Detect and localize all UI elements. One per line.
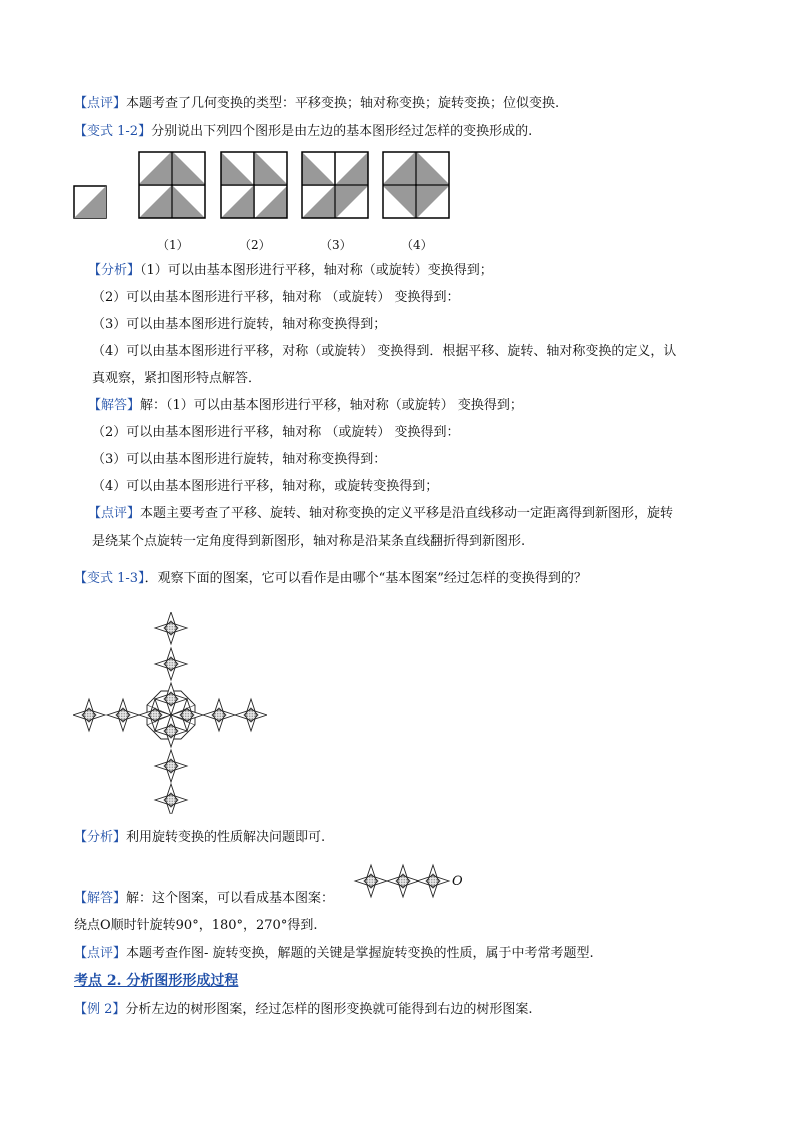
basic-star-pattern <box>353 856 457 904</box>
figure-label-1: （1） <box>157 238 189 252</box>
figure-label-3: （3） <box>320 238 352 252</box>
example-2-text: 分析左边的树形图案，经过怎样的图形变换就可能得到右边的树形图案. <box>125 1002 533 1017</box>
answer-line-4: （4）可以由基本图形进行平移，轴对称，或旋转变换得到； <box>92 479 439 494</box>
answer-2-text: 解：这个图案，可以看成基本图案： <box>126 891 335 906</box>
analysis-line-3: （3）可以由基本图形进行旋转，轴对称变换得到； <box>92 317 387 332</box>
analysis-tag: 【分析】 <box>88 263 141 278</box>
comment-3 <box>74 945 594 963</box>
answer-line-2: （2）可以由基本图形进行平移，轴对称 （或旋转） 变换得到： <box>92 425 460 440</box>
answer-line-3: （3）可以由基本图形进行旋转，轴对称变换得到： <box>92 452 387 467</box>
comment-text: 本题考查了几何变换的类型：平移变换；轴对称变换；旋转变换；位似变换. <box>126 96 560 111</box>
comment-1 <box>74 95 559 113</box>
comment-tag: 【点评】 <box>74 96 127 111</box>
analysis-2-text: 利用旋转变换的性质解决问题即可. <box>126 830 326 845</box>
figure-1 <box>138 151 206 219</box>
comment-3-text: 本题考查作图- 旋转变换，解题的关键是掌握旋转变换的性质，属于中考常考题型. <box>126 946 594 961</box>
comment-2-tag: 【点评】 <box>88 506 141 521</box>
example-2 <box>74 1001 533 1019</box>
analysis-text: （1）可以由基本图形进行平移，轴对称（或旋转）变换得到； <box>140 263 493 278</box>
comment-3-tag: 【点评】 <box>74 946 127 961</box>
answer-2 <box>74 890 334 908</box>
figure-4 <box>382 151 450 219</box>
comment-2-text: 本题主要考查了平移、旋转、轴对称变换的定义平移是沿直线移动一定距离得到新图形，旋转 <box>140 506 674 521</box>
answer-2-continuation: 绕点O顺时针旋转90°，180°，270°得到. <box>74 918 318 933</box>
answer-2-tag: 【解答】 <box>74 891 127 906</box>
comment-2-line-2: 是绕某个点旋转一定角度得到新图形，轴对称是沿某条直线翻折得到新图形. <box>92 534 526 549</box>
comment-2-line-1 <box>88 505 673 523</box>
figure-label-2: （2） <box>239 238 271 252</box>
analysis-line-4: （4）可以由基本图形进行平移，对称（或旋转） 变换得到．根据平移、旋转、轴对称变换的定义，认 <box>92 344 677 359</box>
point-o-label: O <box>452 874 463 889</box>
variant-1-3 <box>74 570 587 588</box>
figure-label-4: （4） <box>401 238 433 252</box>
variant-1-3-text: ．观察下面的图案，它可以看作是由哪个“基本图案”经过怎样的变换得到的？ <box>144 571 587 586</box>
analysis-2 <box>74 829 325 847</box>
example-2-tag: 【例 2】 <box>74 1002 126 1017</box>
analysis-line-1 <box>88 262 493 280</box>
figure-2 <box>220 151 288 219</box>
analysis-line-5: 真观察，紧扣图形特点解答． <box>92 371 262 386</box>
variant-tag: 【变式 1-2】 <box>74 124 152 139</box>
figure-3 <box>301 151 369 219</box>
section-heading: 考点 2. 分析图形形成过程 <box>74 973 239 989</box>
basic-square-figure <box>73 185 107 219</box>
variant-1-3-tag: 【变式 1-3】 <box>74 571 145 586</box>
answer-text: 解：（1）可以由基本图形进行平移，轴对称（或旋转） 变换得到； <box>140 398 523 413</box>
cross-star-pattern <box>73 612 267 814</box>
analysis-2-tag: 【分析】 <box>74 830 127 845</box>
answer-line-1 <box>88 397 523 415</box>
analysis-line-2: （2）可以由基本图形进行平移，轴对称 （或旋转） 变换得到： <box>92 290 460 305</box>
answer-tag: 【解答】 <box>88 398 141 413</box>
variant-1-2 <box>74 123 532 141</box>
variant-text: 分别说出下列四个图形是由左边的基本图形经过怎样的变换形成的. <box>151 124 533 139</box>
